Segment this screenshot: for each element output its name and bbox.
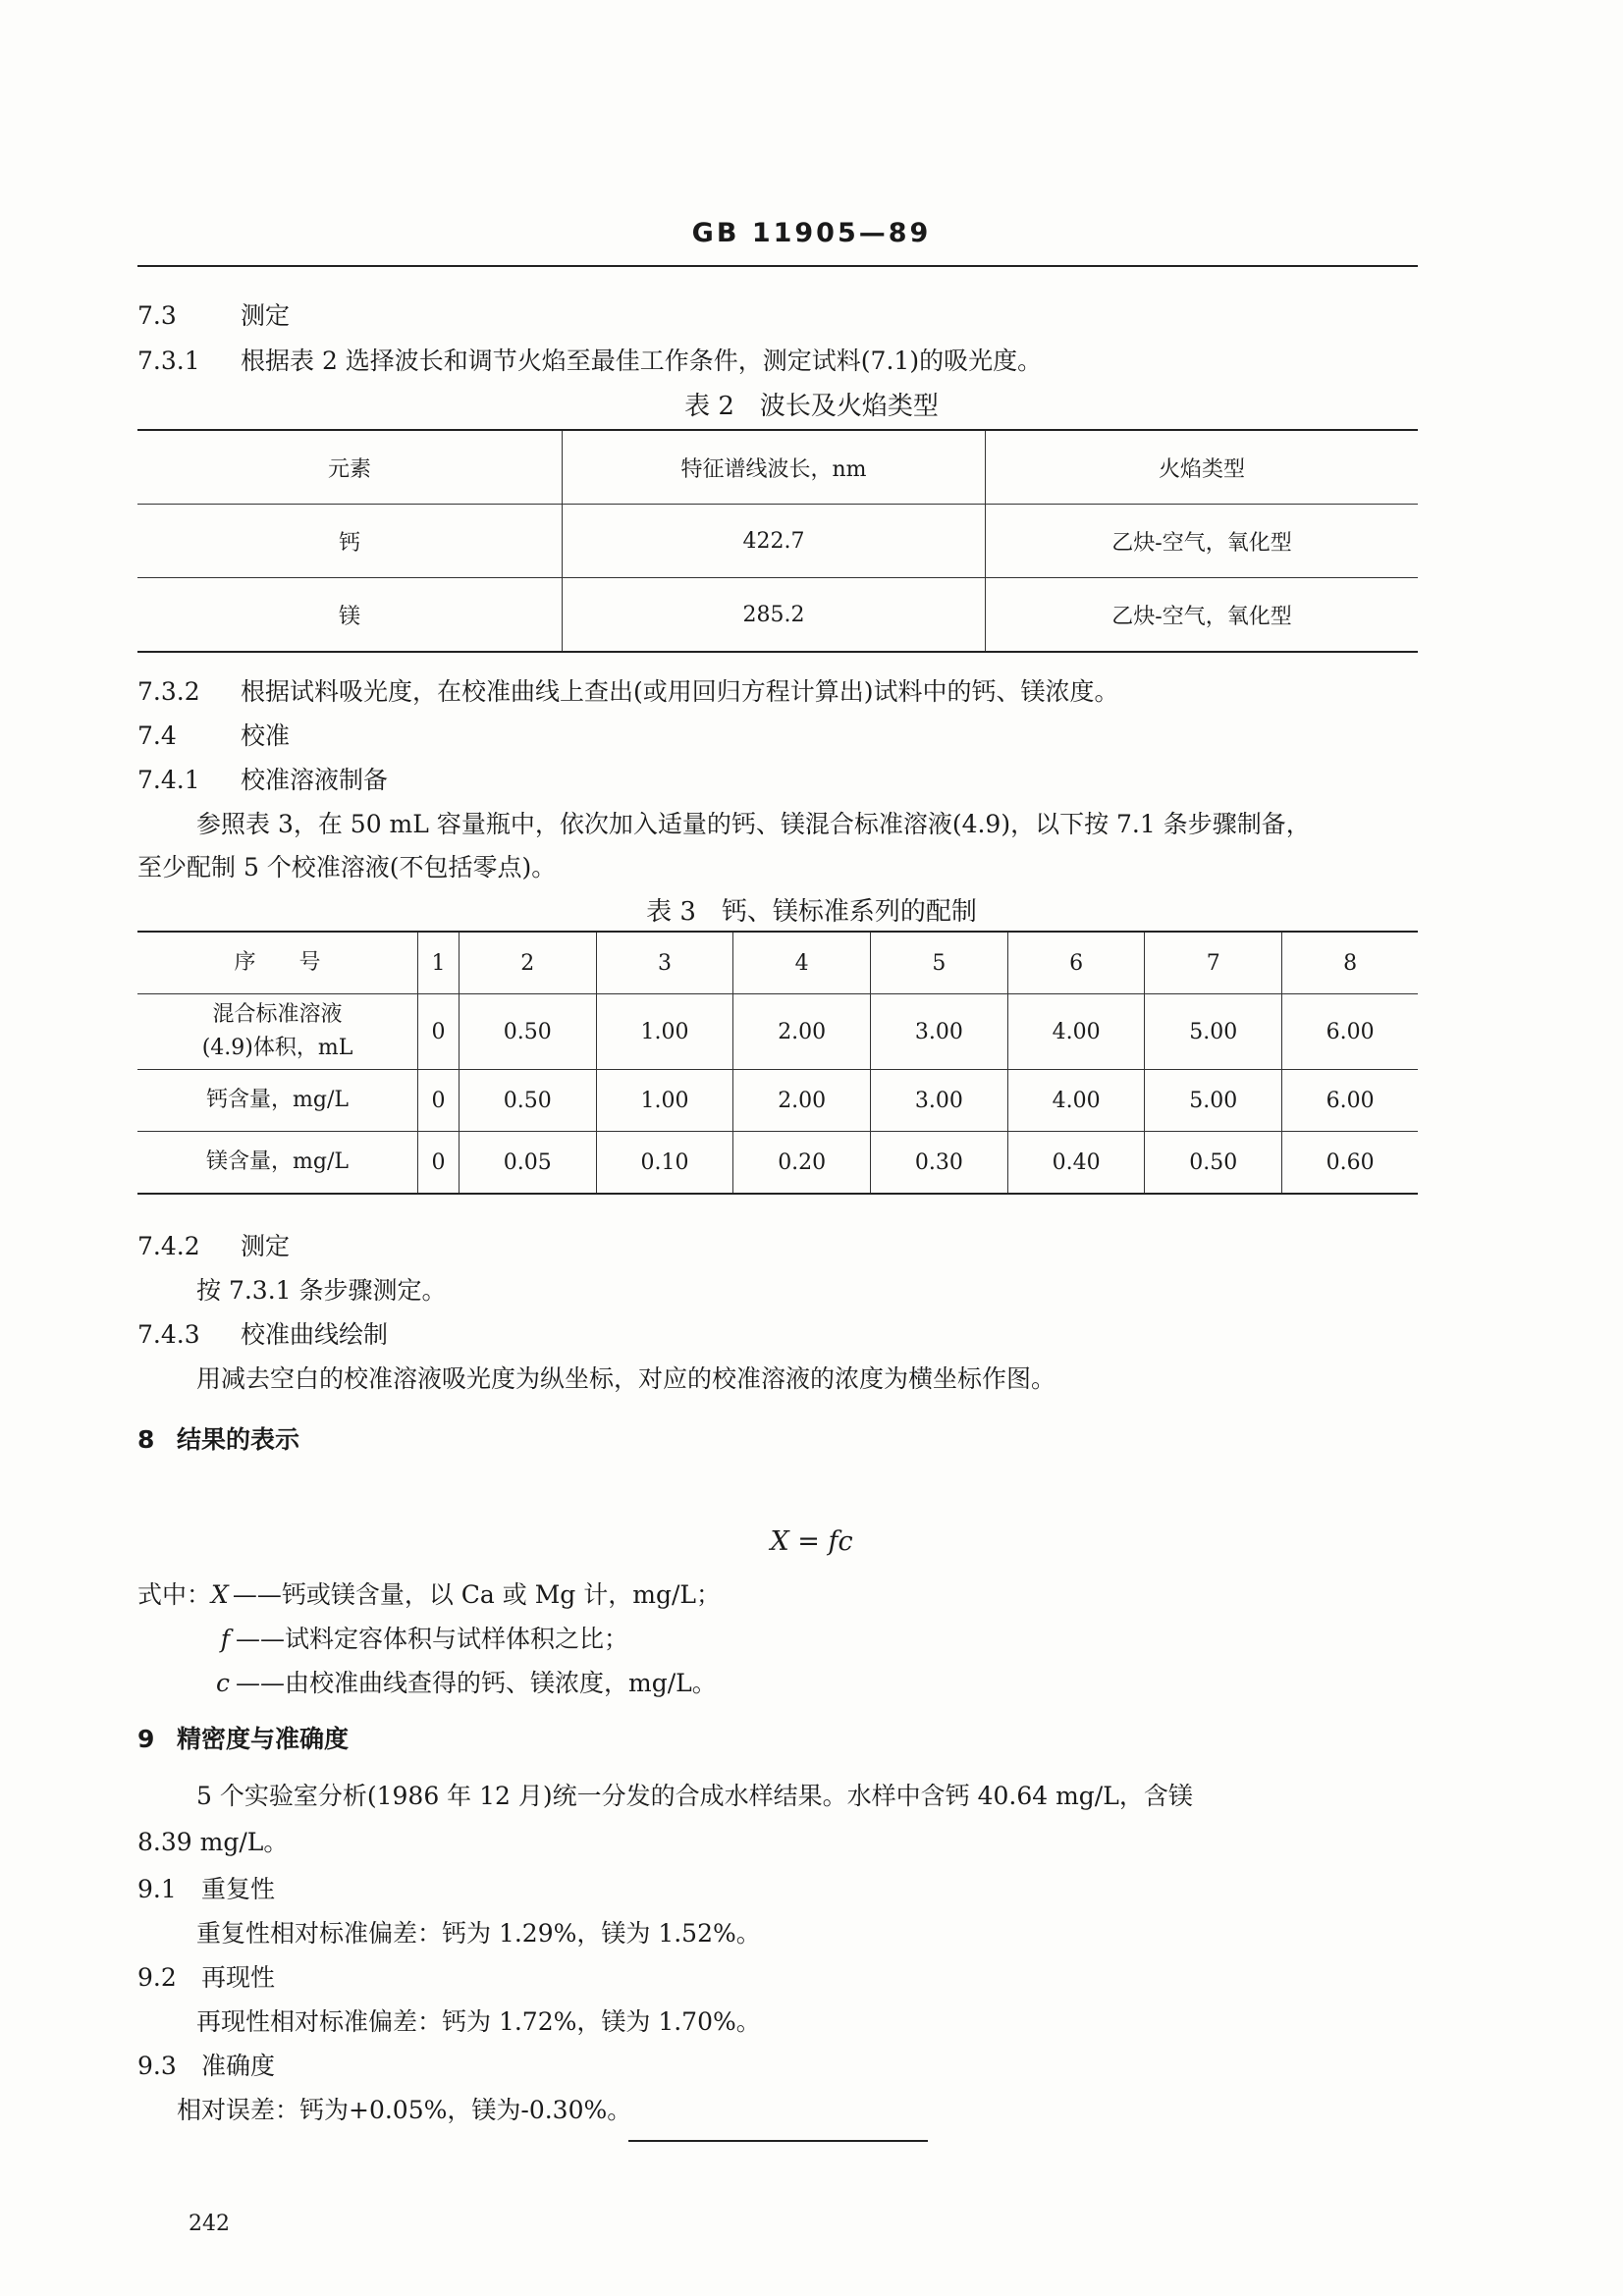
section-7-3-1 xyxy=(137,342,1042,377)
paragraph-accuracy: 相对误差：钙为+0.05%，镁为-0.30%。 xyxy=(177,2096,632,2124)
section-number: 9.2 xyxy=(137,1963,177,1992)
section-number: 7.3.1 xyxy=(137,347,200,375)
cell-value: 0.50 xyxy=(459,994,596,1070)
symbol-description: ——由校准曲线查得的钙、镁浓度，mg/L。 xyxy=(236,1669,717,1697)
paragraph-curve: 用减去空白的校准溶液吸光度为纵坐标，对应的校准溶液的浓度为横坐标作图。 xyxy=(196,1364,1056,1393)
section-7-4-1 xyxy=(137,761,388,796)
cell-value: 0 xyxy=(418,1070,460,1132)
cell-value: 4.00 xyxy=(1007,1070,1145,1132)
section-7-4 xyxy=(137,717,290,752)
cell-value: 6.00 xyxy=(1282,994,1418,1070)
col-header-element: 元素 xyxy=(137,430,563,505)
cell-wavelength: 285.2 xyxy=(563,578,986,653)
paragraph-prep-line1: 参照表 3，在 50 mL 容量瓶中，依次加入适量的钙、镁混合标准溶液(4.9)，以下按 7.1 条步骤制备， xyxy=(196,810,1311,838)
cell-value: 2.00 xyxy=(733,994,871,1070)
cell-element: 镁 xyxy=(338,604,360,629)
where-item-x xyxy=(137,1575,721,1611)
table-row xyxy=(137,578,1418,653)
section-title: 校准溶液制备 xyxy=(241,766,389,794)
section-7-3-2 xyxy=(137,672,1119,708)
cell-value: 0.05 xyxy=(459,1132,596,1195)
where-item-f xyxy=(190,1620,628,1655)
cell-number: 3 xyxy=(596,932,733,994)
section-number: 7.3 xyxy=(137,301,177,330)
cell-value: 0.20 xyxy=(733,1132,871,1195)
symbol-description: ——钙或镁含量，以 Ca 或 Mg 计，mg/L； xyxy=(232,1580,721,1609)
paragraph-prep-line2: 至少配制 5 个校准溶液(不包括零点)。 xyxy=(137,853,557,881)
section-title: 准确度 xyxy=(201,2052,276,2080)
row-label-line: 混合标准溶液 xyxy=(212,1002,343,1027)
cell-value: 4.00 xyxy=(1007,994,1145,1070)
symbol-description: ——试料定容体积与试样体积之比； xyxy=(236,1625,629,1653)
section-8 xyxy=(137,1420,299,1456)
cell-value: 0.50 xyxy=(1145,1132,1282,1195)
section-number: 7.3.2 xyxy=(137,677,200,706)
section-number: 9 xyxy=(137,1725,155,1753)
cell-number: 2 xyxy=(459,932,596,994)
cell-value: 0.50 xyxy=(459,1070,596,1132)
section-title: 精密度与准确度 xyxy=(177,1725,350,1753)
symbol: f xyxy=(220,1625,230,1653)
paragraph-measure: 按 7.3.1 条步骤测定。 xyxy=(196,1276,447,1305)
cell-flame: 乙炔-空气，氧化型 xyxy=(986,505,1419,578)
cell-element: 钙 xyxy=(137,505,563,578)
cell-value: 1.00 xyxy=(596,994,733,1070)
section-number: 7.4.2 xyxy=(137,1232,200,1260)
section-title: 测定 xyxy=(241,1232,291,1260)
cell-number: 5 xyxy=(871,932,1008,994)
table-header-row xyxy=(137,932,1418,994)
cell-value: 0.60 xyxy=(1282,1132,1418,1195)
cell-value: 0 xyxy=(418,1132,460,1195)
section-9 xyxy=(137,1720,349,1755)
cell-number: 7 xyxy=(1145,932,1282,994)
running-header: GB 11905—89 xyxy=(691,218,932,248)
section-9-3 xyxy=(137,2047,275,2082)
row-label-calcium: 钙含量，mg/L xyxy=(137,1070,418,1132)
section-text: 根据表 2 选择波长和调节火焰至最佳工作条件，测定试料(7.1)的吸光度。 xyxy=(241,347,1043,375)
cell-value: 2.00 xyxy=(733,1070,871,1132)
section-title: 测定 xyxy=(241,301,291,330)
row-label-line: (4.9)体积，mL xyxy=(201,1036,353,1060)
section-7-4-3 xyxy=(137,1315,388,1351)
table-row xyxy=(137,1132,1418,1195)
paragraph-repeatability: 重复性相对标准偏差：钙为 1.29%，镁为 1.52%。 xyxy=(196,1919,761,1948)
cell-value: 0 xyxy=(418,994,460,1070)
symbol: X xyxy=(211,1580,229,1609)
cell-value: 0.40 xyxy=(1007,1132,1145,1195)
equation: X = fc xyxy=(770,1526,853,1557)
paragraph-reproducibility: 再现性相对标准偏差：钙为 1.72%，镁为 1.70%。 xyxy=(196,2007,761,2036)
cell-number: 8 xyxy=(1282,932,1418,994)
section-9-2 xyxy=(137,1958,275,1994)
cell-value: 0.30 xyxy=(871,1132,1008,1195)
section-number: 7.4.3 xyxy=(137,1320,200,1349)
table3-standard-series xyxy=(137,931,1418,1195)
section-number: 8 xyxy=(137,1425,155,1454)
cell-value: 0.10 xyxy=(596,1132,733,1195)
cell-number: 1 xyxy=(418,932,460,994)
section-number: 7.4.1 xyxy=(137,766,200,794)
row-label-magnesium: 镁含量，mg/L xyxy=(206,1149,349,1174)
col-header-flame: 火焰类型 xyxy=(986,430,1419,505)
header-rule xyxy=(137,265,1418,267)
cell-number: 4 xyxy=(733,932,871,994)
cell-value: 5.00 xyxy=(1145,994,1282,1070)
section-title: 校准 xyxy=(241,721,291,750)
section-title: 重复性 xyxy=(201,1875,276,1903)
table-header-row xyxy=(137,430,1418,505)
paragraph-precision-line2: 8.39 mg/L。 xyxy=(137,1828,289,1856)
table-row xyxy=(137,505,1418,578)
cell-value: 3.00 xyxy=(871,1070,1008,1132)
cell-value: 6.00 xyxy=(1282,1070,1418,1132)
section-number: 9.1 xyxy=(137,1875,177,1903)
row-label-number: 序 号 xyxy=(137,932,418,994)
symbol: c xyxy=(215,1669,230,1697)
cell-wavelength: 422.7 xyxy=(563,505,986,578)
section-title: 校准曲线绘制 xyxy=(241,1320,389,1349)
cell-value: 5.00 xyxy=(1145,1070,1282,1132)
where-prefix: 式中： xyxy=(137,1580,212,1609)
section-title: 再现性 xyxy=(201,1963,276,1992)
col-header-wavelength: 特征谱线波长，nm xyxy=(563,430,986,505)
cell-value: 1.00 xyxy=(596,1070,733,1132)
cell-flame: 乙炔-空气，氧化型 xyxy=(986,578,1419,653)
end-rule xyxy=(628,2140,928,2142)
cell-value: 3.00 xyxy=(871,994,1008,1070)
section-9-1 xyxy=(137,1870,275,1905)
section-7-3 xyxy=(137,296,290,332)
table-row xyxy=(137,1070,1418,1132)
row-label-mix-volume xyxy=(137,994,418,1070)
section-text: 根据试料吸光度，在校准曲线上查出(或用回归方程计算出)试料中的钙、镁浓度。 xyxy=(241,677,1119,706)
where-item-c xyxy=(190,1664,717,1699)
section-title: 结果的表示 xyxy=(177,1425,300,1454)
paragraph-precision-line1: 5 个实验室分析(1986 年 12 月)统一分发的合成水样结果。水样中含钙 40.64 mg/L，含镁 xyxy=(196,1782,1193,1810)
section-number: 9.3 xyxy=(137,2052,177,2080)
table2-caption: 表 2 波长及火焰类型 xyxy=(684,392,939,421)
section-number: 7.4 xyxy=(137,721,177,750)
table2-wavelength-flame xyxy=(137,429,1418,653)
cell-number: 6 xyxy=(1007,932,1145,994)
page-number: 242 xyxy=(189,2212,230,2236)
section-7-4-2 xyxy=(137,1227,290,1262)
table3-caption: 表 3 钙、镁标准系列的配制 xyxy=(646,897,977,927)
table-row xyxy=(137,994,1418,1070)
